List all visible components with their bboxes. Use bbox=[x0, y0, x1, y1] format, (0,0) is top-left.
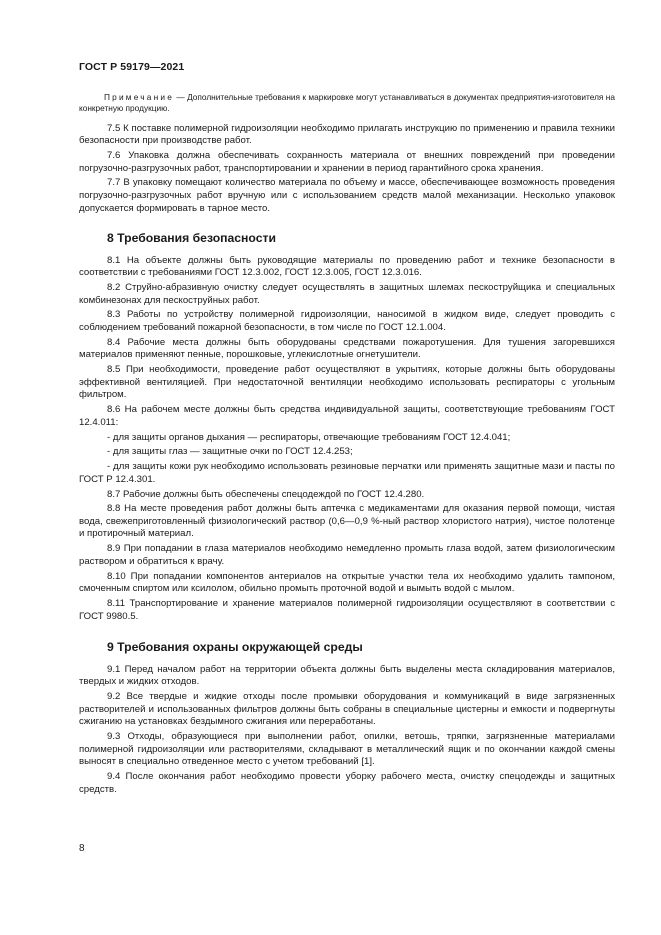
note-label: Примечание bbox=[104, 92, 175, 102]
list-item: - для защиты органов дыхания — респираторы, отвечающие требованиям ГОСТ 12.4.041; bbox=[107, 431, 511, 443]
note bbox=[79, 92, 615, 114]
section-7-continued bbox=[79, 123, 615, 216]
paragraph: 8.9 При попадании в глаза материалов необходимо немедленно промыть глаза водой, затем физиологическим раствором и обратиться к врачу. bbox=[79, 543, 615, 567]
paragraph: 8.2 Струйно-абразивную очистку следует осуществлять в защитных шлемах пескоструйщика и специальных комбинезонах для пескоструйных работ. bbox=[79, 282, 615, 306]
page-number: 8 bbox=[79, 843, 85, 854]
section-9 bbox=[79, 641, 615, 796]
section-heading: 8 Требования безопасности bbox=[107, 231, 276, 246]
paragraph: 7.7 В упаковку помещают количество материала по объему и массе, обеспечивающее возможность проведения погрузочно-разгрузочных работ вручную или с использованием средств малой механизации. Несколько упаковок допускается формировать в тарное место. bbox=[79, 177, 615, 214]
paragraph: 9.4 После окончания работ необходимо провести уборку рабочего места, очистку спецодежды и защитных средств. bbox=[79, 771, 615, 795]
paragraph: 9.1 Перед началом работ на территории объекта должны быть выделены места складирования материалов, твердых и жидких отходов. bbox=[79, 663, 615, 688]
paragraph: 7.5 К поставке полимерной гидроизоляции необходимо прилагать инструкцию по применению и правила техники безопасности при производстве работ. bbox=[79, 122, 615, 147]
paragraph: 8.6 На рабочем месте должны быть средства индивидуальной защиты, соответствующие требованиям ГОСТ 12.4.011: bbox=[79, 404, 615, 428]
paragraph: 8.1 На объекте должны быть руководящие материалы по проведению работ и технике безопасности в соответствии с требованиями ГОСТ 12.3.002, ГОСТ 12.3.005, ГОСТ 12.3.016. bbox=[79, 254, 615, 279]
paragraph: 9.2 Все твердые и жидкие отходы после промывки оборудования и коммуникаций в виде загрязненных растворителей и использованных фильтров должны быть собраны в специальные цистерны и емкости и подвергнуты сжиганию на установках бездымного сжигания или переработаны. bbox=[79, 691, 615, 728]
note-text: — Дополнительные требования к маркировке могут устанавливаться в документах предприятия-изготовителя на конкретную продукцию. bbox=[79, 92, 615, 113]
list-item: - для защиты глаз — защитные очки по ГОСТ 12.4.253; bbox=[107, 446, 353, 458]
paragraph: 8.11 Транспортирование и хранение материалов полимерной гидроизоляции осуществляют в соответствии с ГОСТ 9980.5. bbox=[79, 598, 615, 622]
document-body bbox=[79, 92, 615, 798]
paragraph: 8.7 Рабочие должны быть обеспечены спецодеждой по ГОСТ 12.4.280. bbox=[107, 488, 425, 500]
standard-header: ГОСТ Р 59179—2021 bbox=[79, 61, 185, 73]
paragraph: 8.8 На месте проведения работ должны быть аптечка с медикаментами для оказания первой помощи, чистая вода, свежеприготовленный физиологический раствор (0,6—0,9 %-ный раствор хлористого натрия), чистое полотенце и протирочный материал. bbox=[79, 503, 615, 540]
paragraph: 9.3 Отходы, образующиеся при выполнении работ, опилки, ветошь, тряпки, загрязненные материалами полимерной гидроизоляции или растворителями, складывают в металлический ящик и по окончании каждой смены выносят в специально отведенное место с учетом требований [1]. bbox=[79, 731, 615, 768]
section-heading: 9 Требования охраны окружающей среды bbox=[107, 640, 363, 655]
paragraph: 8.10 При попадании компонентов антериалов на открытые участки тела их необходимо удалить тампоном, смоченным спиртом или ксилолом, обильно промыть проточной водой и вымыть водой с мылом. bbox=[79, 570, 615, 595]
section-8 bbox=[79, 232, 615, 623]
paragraph: 8.3 Работы по устройству полимерной гидроизоляции, наносимой в жидком виде, следует проводить с соблюдением требований пожарной безопасности, в том числе по ГОСТ 12.1.004. bbox=[79, 309, 615, 334]
paragraph: 8.5 При необходимости, проведение работ осуществляют в укрытиях, которые должны быть оборудованы эффективной вентиляцией. При недостаточной вентиляции необходимо использовать респираторы с угольным фильтром. bbox=[79, 364, 615, 401]
list-item: - для защиты кожи рук необходимо использовать резиновые перчатки или применять защитные мази и пасты по ГОСТ Р 12.4.301. bbox=[79, 461, 615, 485]
paragraph: 8.4 Рабочие места должны быть оборудованы средствами пожаротушения. Для тушения загоревшихся материалов применяют пенные, порошковые, углекислотные огнетушители. bbox=[79, 336, 615, 361]
paragraph: 7.6 Упаковка должна обеспечивать сохранность материала от внешних повреждений при проведении погрузочно-разгрузочных работ, транспортировании и хранении в период гарантийного срока хранения. bbox=[79, 149, 615, 174]
